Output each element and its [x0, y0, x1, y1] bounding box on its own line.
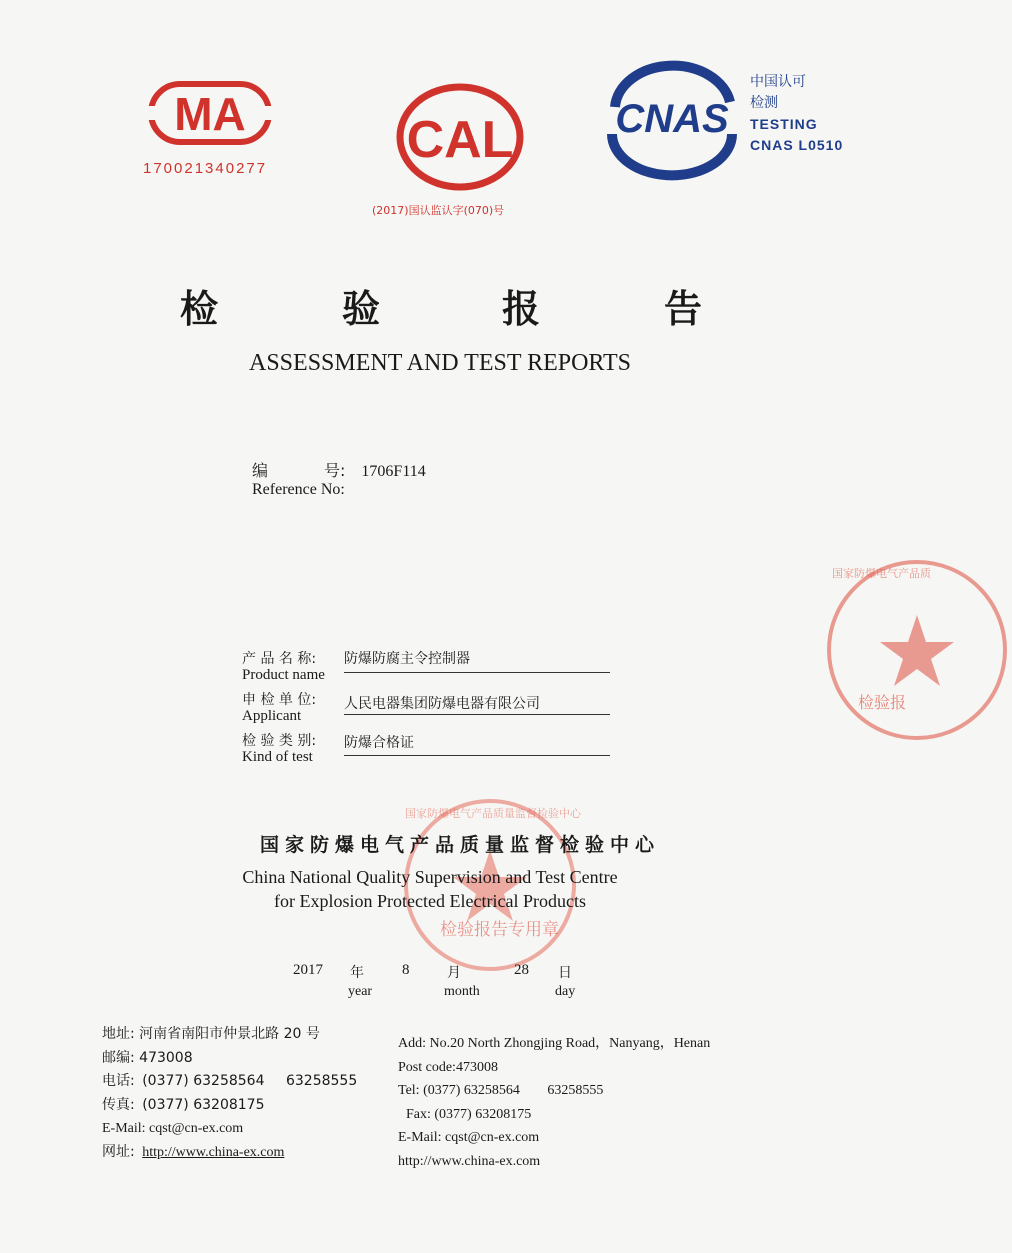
ma-registration-number: 170021340277: [143, 160, 268, 177]
underline: [344, 672, 610, 673]
date-year-value: 2017: [293, 962, 323, 978]
applicant-label-cn: 申 检 单 位:: [242, 692, 317, 708]
fax-en: Fax: (0377) 63208175: [406, 1106, 532, 1122]
date-month-en: month: [444, 984, 480, 999]
address-en: Add: No.20 North Zhongjing Road，Nanyang，Henan: [398, 1036, 711, 1051]
tel-en-2: 63258555: [547, 1083, 604, 1098]
date-day-value: 28: [514, 962, 529, 978]
centre-name-en-line2: for Explosion Protected Electrical Products: [274, 891, 586, 911]
kind-of-test-label-en: Kind of test: [242, 749, 313, 765]
reference-number: 1706F114: [361, 463, 426, 480]
tel-cn-2: 63258555: [285, 1073, 358, 1089]
tel-label-cn: 电话:: [102, 1073, 135, 1089]
edge-seal: [822, 555, 1012, 745]
cnas-caption: [750, 72, 843, 156]
kind-of-test-label-cn: 检 验 类 别:: [242, 733, 317, 749]
fax-label-cn: 传真:: [102, 1096, 135, 1113]
centre-name-en-line1: China National Quality Supervision and Test Centre: [242, 867, 618, 887]
date-day-en: day: [555, 984, 576, 999]
centre-name-cn: 国家防爆电气产品质量监督检验中心: [259, 834, 660, 856]
reference-row: [252, 458, 426, 481]
cal-logo-text: CAL: [406, 111, 514, 169]
underline: [344, 714, 610, 715]
title-char: 检: [180, 287, 219, 331]
date-month-value: 8: [402, 962, 410, 978]
email-cn: E-Mail: cqst@cn-ex.com: [102, 1121, 244, 1136]
tel-cn-1: (0377) 63258564: [142, 1073, 265, 1089]
centre-seal-arc-text: 国家防爆电气产品质量监督检验中心: [405, 807, 581, 820]
cnas-line: TESTING: [750, 116, 818, 132]
title-char: 验: [342, 287, 381, 331]
date-month-cn: 月: [447, 965, 461, 981]
date-year-cn: 年: [350, 965, 364, 981]
cnas-line: 中国认可: [750, 74, 806, 90]
title-char: 告: [664, 287, 703, 331]
cma-logo: [145, 78, 275, 148]
cal-registration-number: (2017)国认监认字(070)号: [372, 204, 505, 217]
postcode-cn: 邮编: 473008: [102, 1049, 193, 1066]
applicant-label-en: Applicant: [242, 708, 302, 724]
address-cn: 地址: 河南省南阳市仲景北路 20 号: [102, 1026, 320, 1042]
cnas-line: CNAS L0510: [750, 137, 844, 153]
address-en-block: [398, 1032, 710, 1173]
tel-en-1: Tel: (0377) 63258564: [398, 1083, 520, 1098]
centre-seal-bottom-text: 检验报告专用章: [440, 920, 559, 940]
email-en: E-Mail: cqst@cn-ex.com: [398, 1130, 540, 1145]
website-link-cn[interactable]: http://www.china-ex.com: [142, 1144, 285, 1160]
cnas-logo: [600, 62, 745, 172]
kind-of-test-value: 防爆合格证: [344, 735, 414, 751]
title-char: 报: [502, 287, 541, 331]
product-name-label-cn: 产 品 名 称:: [242, 651, 317, 667]
web-label-cn: 网址:: [102, 1143, 135, 1160]
product-name-label-en: Product name: [242, 667, 325, 683]
edge-seal-arc-text: 国家防爆电气产品质: [832, 567, 931, 580]
address-cn-block: [102, 1023, 357, 1164]
fax-cn: (0377) 63208175: [142, 1096, 265, 1113]
date-year-en: year: [348, 984, 373, 999]
cal-logo: [395, 82, 525, 192]
reference-label-cn-2: 号:: [324, 461, 346, 480]
product-name-value: 防爆防腐主令控制器: [344, 651, 470, 667]
ma-logo-text: MA: [174, 88, 246, 140]
edge-seal-bottom-text: 检验报: [858, 693, 907, 712]
underline: [344, 755, 610, 756]
reference-label-en: Reference No:: [252, 481, 345, 498]
cnas-logo-text: CNAS: [615, 97, 729, 141]
postcode-en: Post code:473008: [398, 1059, 498, 1075]
report-title-en: ASSESSMENT AND TEST REPORTS: [249, 350, 631, 376]
applicant-value: 人民电器集团防爆电器有限公司: [344, 696, 540, 712]
cnas-line: 检测: [750, 95, 778, 111]
date-day-cn: 日: [558, 965, 572, 981]
website-en: http://www.china-ex.com: [398, 1153, 541, 1169]
reference-label-cn-1: 编: [252, 461, 269, 480]
